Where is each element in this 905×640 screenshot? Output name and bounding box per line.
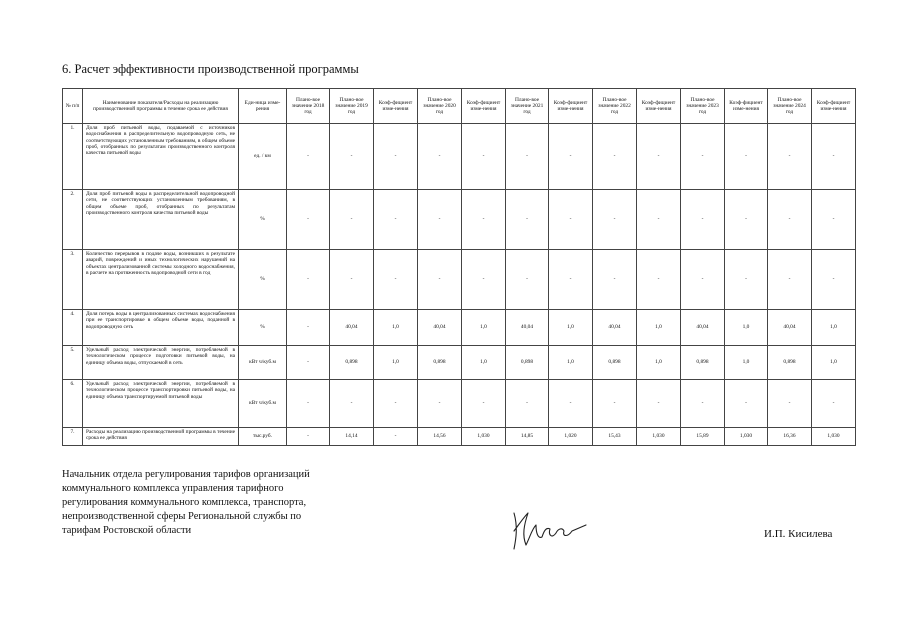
value-cell: - <box>637 250 681 310</box>
value-cell: - <box>330 250 374 310</box>
column-header: Коэф-фициент изме-нения <box>637 89 681 124</box>
row-number: 5. <box>63 346 83 380</box>
value-cell: 1,0 <box>462 310 506 346</box>
value-cell: 40,04 <box>418 310 462 346</box>
value-cell: - <box>681 190 725 250</box>
value-cell: - <box>593 124 637 190</box>
column-header: Плано-вое значение 2023 год <box>681 89 725 124</box>
table-header-row <box>63 89 856 124</box>
value-cell: - <box>374 380 418 428</box>
table-row <box>63 310 856 346</box>
value-cell: - <box>549 250 593 310</box>
value-cell: 40,04 <box>506 310 549 346</box>
table-row <box>63 190 856 250</box>
value-cell: - <box>549 124 593 190</box>
value-cell: - <box>812 124 856 190</box>
value-cell: 1,030 <box>725 428 768 446</box>
value-cell: 40,04 <box>681 310 725 346</box>
table-row <box>63 346 856 380</box>
efficiency-table <box>62 88 856 446</box>
value-cell: 0,898 <box>593 346 637 380</box>
value-cell: - <box>637 124 681 190</box>
column-header: Плано-вое значение 2020 год <box>418 89 462 124</box>
unit-cell: % <box>239 250 287 310</box>
footer-line: Начальник отдела регулирования тарифов организаций <box>62 469 310 480</box>
value-cell: - <box>681 250 725 310</box>
column-header: Коэф-фициент изме-нения <box>462 89 506 124</box>
value-cell: 1,0 <box>637 310 681 346</box>
value-cell: 1,030 <box>462 428 506 446</box>
value-cell: - <box>287 346 330 380</box>
value-cell: - <box>374 190 418 250</box>
table-row <box>63 380 856 428</box>
value-cell: - <box>549 380 593 428</box>
value-cell: - <box>287 250 330 310</box>
value-cell: 1,0 <box>549 346 593 380</box>
indicator-name: Доля проб питьевой воды, подаваемой с источников водоснабжения в распределительную водопроводную сеть, не соответствующих установленным требованиям, в общем объеме проб, отобранных по результатам производственного контроля качества питьевой воды <box>83 124 239 190</box>
value-cell: 1,0 <box>549 310 593 346</box>
column-header: Плано-вое значение 2024 год <box>768 89 812 124</box>
value-cell: - <box>418 124 462 190</box>
value-cell: - <box>681 124 725 190</box>
value-cell: 1,0 <box>374 346 418 380</box>
value-cell: - <box>330 380 374 428</box>
indicator-name: Доля проб питьевой воды в распределительной водопроводной сети, не соответствующих установленным требованиям, в общем объеме проб, отобранных по результатам производственного контроля качества питьевой воды <box>83 190 239 250</box>
value-cell: - <box>287 124 330 190</box>
handwritten-signature <box>508 503 588 551</box>
value-cell: 1,0 <box>725 310 768 346</box>
signatory-position <box>62 468 402 538</box>
value-cell: - <box>418 380 462 428</box>
indicator-name: Удельный расход электрической энергии, потребляемой в технологическом процессе транспортировки питьевой воды, на единицу объема транспортируемой питьевой воды <box>83 380 239 428</box>
value-cell: 0,898 <box>418 346 462 380</box>
value-cell: - <box>418 190 462 250</box>
column-header: Коэф-фициент изме-нения <box>374 89 418 124</box>
page-title: 6. Расчет эффективности производственной программы <box>62 62 359 76</box>
value-cell: - <box>462 380 506 428</box>
row-number: 3. <box>63 250 83 310</box>
column-header: Плано-вое значение 2021 год <box>506 89 549 124</box>
signer-name: И.П. Кисилева <box>764 528 833 540</box>
row-number: 7. <box>63 428 83 446</box>
value-cell: - <box>330 190 374 250</box>
indicator-name: Расходы на реализацию производственной программы в течение срока ее действия <box>83 428 239 446</box>
value-cell: - <box>287 310 330 346</box>
value-cell: 0,898 <box>506 346 549 380</box>
value-cell: 1,020 <box>549 428 593 446</box>
value-cell: - <box>725 190 768 250</box>
value-cell: - <box>506 124 549 190</box>
value-cell: - <box>506 250 549 310</box>
value-cell: - <box>374 250 418 310</box>
value-cell: 40,04 <box>593 310 637 346</box>
value-cell: 15,43 <box>593 428 637 446</box>
column-header: Коэф-фициент изме-нения <box>725 89 768 124</box>
column-header: Коэф-фициент изме-нения <box>549 89 593 124</box>
value-cell: - <box>637 380 681 428</box>
column-header: № п/п <box>63 89 83 124</box>
value-cell: - <box>462 250 506 310</box>
value-cell: - <box>287 428 330 446</box>
value-cell: - <box>374 428 418 446</box>
unit-cell: кВт ч/куб.м <box>239 346 287 380</box>
value-cell: - <box>593 250 637 310</box>
value-cell: 0,898 <box>330 346 374 380</box>
table-row <box>63 250 856 310</box>
value-cell: - <box>374 124 418 190</box>
value-cell: - <box>506 190 549 250</box>
value-cell: - <box>725 250 768 310</box>
value-cell: - <box>768 250 812 310</box>
table-body <box>63 124 856 446</box>
value-cell: - <box>812 250 856 310</box>
column-header: Наименование показателя/Расходы на реализацию производственной программы в течение срока ее действия <box>83 89 239 124</box>
value-cell: 1,0 <box>812 346 856 380</box>
value-cell: 1,0 <box>725 346 768 380</box>
value-cell: 0,898 <box>768 346 812 380</box>
indicator-name: Удельный расход электрической энергии, потребляемой в технологическом процессе подготовки питьевой воды, на единицу объема воды, отпускаемой в сеть <box>83 346 239 380</box>
footer-line: регулирования коммунального комплекса, транспорта, <box>62 497 307 508</box>
value-cell: - <box>768 124 812 190</box>
unit-cell: тыс.руб. <box>239 428 287 446</box>
value-cell: - <box>681 380 725 428</box>
value-cell: 40,04 <box>768 310 812 346</box>
value-cell: - <box>768 190 812 250</box>
value-cell: 1,0 <box>374 310 418 346</box>
value-cell: 40,04 <box>330 310 374 346</box>
value-cell: 1,030 <box>637 428 681 446</box>
row-number: 2. <box>63 190 83 250</box>
row-number: 6. <box>63 380 83 428</box>
unit-cell: кВт ч/куб.м <box>239 380 287 428</box>
table-row <box>63 428 856 446</box>
value-cell: - <box>812 380 856 428</box>
unit-cell: % <box>239 190 287 250</box>
value-cell: - <box>812 190 856 250</box>
value-cell: - <box>549 190 593 250</box>
value-cell: - <box>725 380 768 428</box>
footer-line: тарифам Ростовской области <box>62 525 192 536</box>
unit-cell: % <box>239 310 287 346</box>
value-cell: - <box>593 380 637 428</box>
value-cell: 14,85 <box>506 428 549 446</box>
column-header: Коэф-фициент изме-нения <box>812 89 856 124</box>
value-cell: - <box>287 190 330 250</box>
value-cell: - <box>725 124 768 190</box>
value-cell: 1,0 <box>462 346 506 380</box>
value-cell: 1,0 <box>812 310 856 346</box>
unit-cell: ед. / км <box>239 124 287 190</box>
column-header: Еди-ница изме-рения <box>239 89 287 124</box>
value-cell: - <box>418 250 462 310</box>
value-cell: - <box>462 190 506 250</box>
value-cell: - <box>637 190 681 250</box>
row-number: 1. <box>63 124 83 190</box>
value-cell: 1,0 <box>637 346 681 380</box>
value-cell: - <box>593 190 637 250</box>
value-cell: 14,56 <box>418 428 462 446</box>
value-cell: 15,89 <box>681 428 725 446</box>
value-cell: - <box>330 124 374 190</box>
value-cell: 16,36 <box>768 428 812 446</box>
indicator-name: Доля потерь воды в централизованных системах водоснабжения при ее транспортировке в общем объеме воды, поданной в водопроводную сеть <box>83 310 239 346</box>
value-cell: 0,898 <box>681 346 725 380</box>
indicator-name: Количество перерывов в подаче воды, возникших в результате аварий, повреждений и иных технологических нарушений на объектах централизованной системы холодного водоснабжения, в расчете на протяженность водопроводной сети в год <box>83 250 239 310</box>
value-cell: - <box>768 380 812 428</box>
column-header: Плано-вое значение 2019 год <box>330 89 374 124</box>
row-number: 4. <box>63 310 83 346</box>
column-header: Плано-вое значение 2022 год <box>593 89 637 124</box>
value-cell: - <box>287 380 330 428</box>
value-cell: 14,14 <box>330 428 374 446</box>
value-cell: 1,030 <box>812 428 856 446</box>
value-cell: - <box>462 124 506 190</box>
footer-line: коммунального комплекса управления тарифного <box>62 483 284 494</box>
value-cell: - <box>506 380 549 428</box>
column-header: Плано-вое значение 2018 год <box>287 89 330 124</box>
table-row <box>63 124 856 190</box>
footer-line: непроизводственной сферы Региональной службы по <box>62 511 302 522</box>
